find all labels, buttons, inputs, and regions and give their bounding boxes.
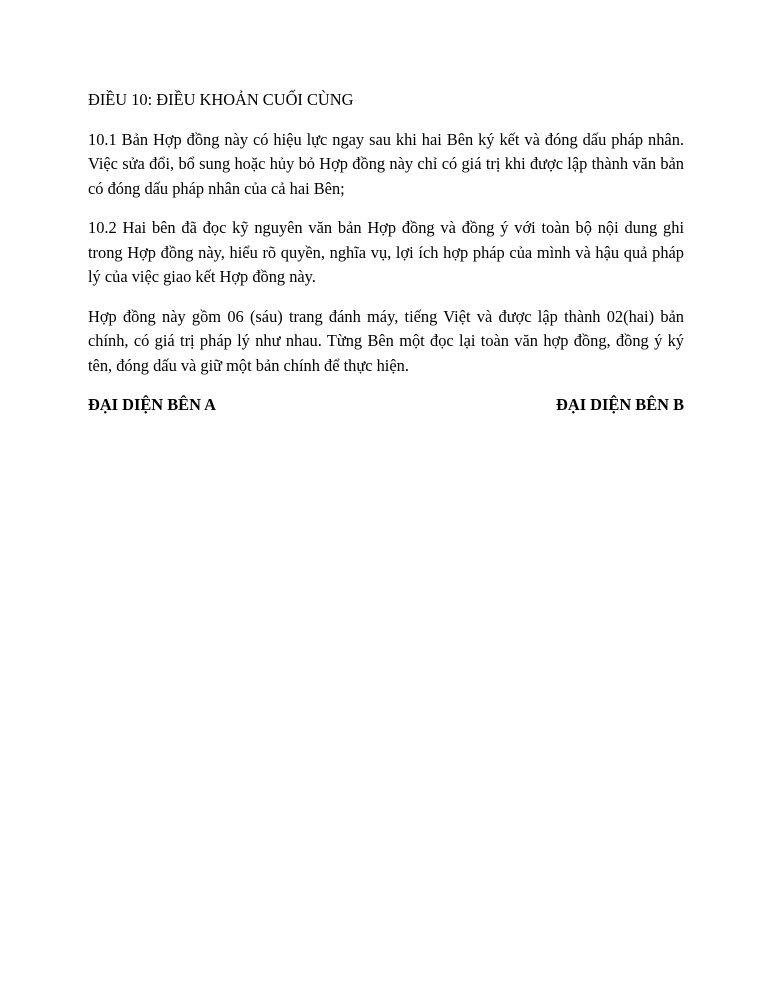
party-a-signature-label: ĐẠI DIỆN BÊN A xyxy=(88,395,216,414)
document-page xyxy=(88,88,684,418)
party-b-signature-label: ĐẠI DIỆN BÊN B xyxy=(556,395,684,414)
signature-block xyxy=(88,393,684,418)
closing-paragraph: Hợp đồng này gồm 06 (sáu) trang đánh máy, tiếng Việt và được lập thành 02(hai) bản chính, có giá trị pháp lý như nhau. Từng Bên một đọc lại toàn văn hợp đồng, đồng ý ký tên, đóng dấu và giữ một bản chính để thực hiện. xyxy=(88,306,684,375)
clause-10-2: 10.2 Hai bên đã đọc kỹ nguyên văn bản Hợp đồng và đồng ý với toàn bộ nội dung ghi trong Hợp đồng này, hiểu rõ quyền, nghĩa vụ, lợi ích hợp pháp của mình và hậu quả pháp lý của việc giao kết Hợp đồng này. xyxy=(88,218,684,286)
article-heading: ĐIỀU 10: ĐIỀU KHOẢN CUỐI CÙNG xyxy=(88,90,354,109)
clause-10-1: 10.1 Bản Hợp đồng này có hiệu lực ngay sau khi hai Bên ký kết và đóng dấu pháp nhân. Việc sửa đổi, bổ sung hoặc hủy bỏ Hợp đồng này chỉ có giá trị khi được lập thành văn bản có đóng dấu pháp nhân của cả hai Bên; xyxy=(88,129,684,198)
